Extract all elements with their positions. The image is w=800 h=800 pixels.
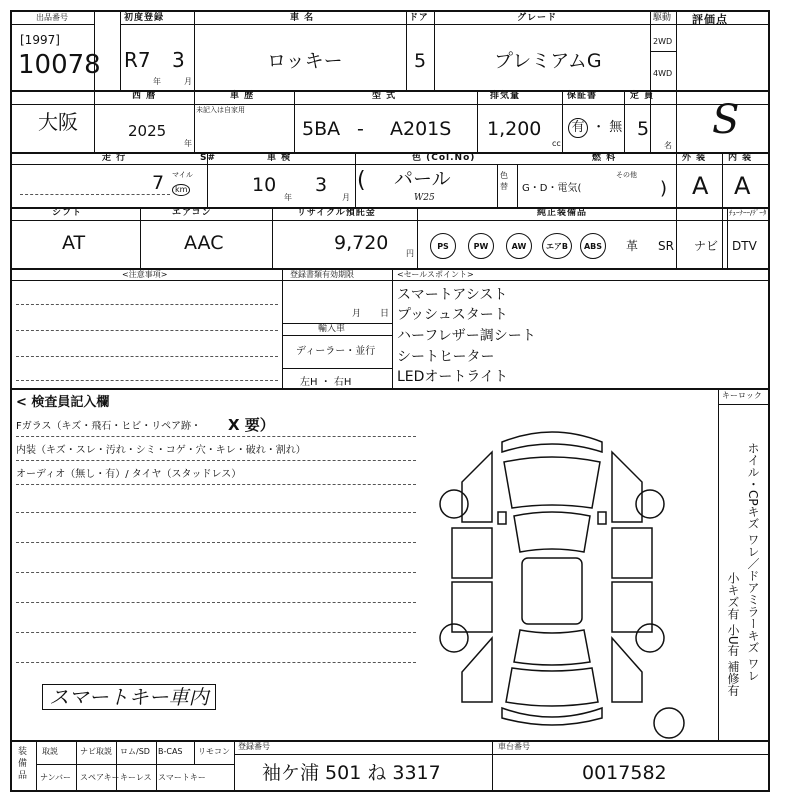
chassis-number: 0017582 [582, 762, 667, 784]
model-prefix: 5BA [302, 118, 341, 140]
key-lock-label: キーロック [722, 391, 762, 400]
recycle-label: リサイクル預託金 [297, 208, 376, 218]
exhibit-no-label: 出品番号 [36, 13, 68, 22]
s-mark-label: S# [200, 153, 217, 163]
provision-navi-manual: ナビ取説 [80, 747, 112, 756]
equip-ps: PS [430, 233, 456, 259]
reg-era: R7 [124, 48, 151, 72]
color-label: 色 (Col.No) [412, 153, 476, 163]
recycle-fee: 9,720 [334, 232, 389, 254]
equip-sr: SR [658, 239, 674, 253]
door-count: 5 [414, 50, 427, 72]
auction-sheet [10, 10, 770, 792]
note-windshield: Fガラス（キズ・飛石・ヒビ・リペア跡・ [16, 421, 202, 432]
interior-label: 内 装 [728, 153, 753, 163]
year-bracket: [1997] [20, 33, 60, 47]
car-damage-diagram [422, 412, 682, 732]
color-change-label: 色替 [500, 171, 508, 191]
exterior-grade: A [692, 172, 709, 200]
provision-keyless: キーレス [120, 773, 152, 782]
interior-grade: A [734, 172, 751, 200]
sales-point-2: プッシュスタート [397, 307, 508, 323]
capacity-unit: 名 [664, 141, 672, 150]
rating-label: 評価点 [692, 13, 728, 26]
notes-label: <注意事項> [122, 270, 168, 279]
fuel-types: G・D・電気( [522, 183, 582, 194]
color-code: W25 [414, 193, 435, 203]
capacity: 5 [637, 118, 650, 140]
doc-expiry-label: 登録書類有効期限 [290, 270, 354, 279]
side-note-1: ホイル・CPキズ ワレ／ドアミラーキズ ワレ [746, 442, 760, 682]
sales-point-3: ハーフレザー調シート [397, 328, 536, 344]
color-paren-open: ( [357, 168, 366, 193]
model-dash: - [357, 118, 364, 140]
fuel-close: ) [660, 178, 668, 199]
inspection-label: 車 検 [267, 153, 292, 163]
fuel-label: 燃 料 [592, 153, 617, 163]
spare-tire-icon [652, 706, 686, 740]
doc-day: 日 [380, 309, 390, 319]
color: パール [394, 168, 451, 190]
shift-label: シフト [52, 208, 83, 218]
inspector-label: < 検査員記入欄 [16, 395, 110, 410]
drive-2wd: 2WD [653, 37, 673, 46]
equip-airbag: エアB [542, 233, 572, 259]
capacity-label: 定 員 [630, 91, 655, 101]
tuner-label: ﾁｭｰﾅｰｰ/ﾃﾞｰﾀ [729, 209, 767, 217]
first-reg-label: 初度登録 [124, 13, 165, 23]
provision-smart-key: スマートキー [158, 773, 206, 782]
inspection-year-unit: 年 [284, 193, 292, 202]
western-year-label: 西 暦 [132, 91, 157, 101]
provision-bcas: B-CAS [158, 747, 183, 756]
sales-points-label: <セールスポイント> [397, 270, 474, 279]
drive-4wd: 4WD [653, 69, 673, 78]
provision-plate: ナンバー [40, 773, 72, 782]
handle-side: 左H ・ 右H [300, 377, 352, 388]
provision-remote: リモコン [198, 747, 230, 756]
mileage-unit-mile: マイル [172, 171, 193, 179]
mileage: 7 [152, 172, 165, 194]
lot-number: 10078 [18, 50, 101, 80]
exterior-label: 外 装 [682, 153, 707, 163]
aircon: AAC [184, 232, 224, 254]
provisions-label: 装備品 [18, 747, 28, 781]
equip-dtv: DTV [732, 239, 757, 253]
equip-pw: PW [468, 233, 494, 259]
western-year-unit: 年 [184, 139, 192, 148]
fuel-other: その他 [616, 171, 637, 179]
rating-mark: S [712, 97, 740, 143]
recycle-unit: 円 [406, 249, 414, 258]
note-audio: オーディオ（無し・有）/ タイヤ（スタッドレス） [16, 469, 242, 480]
plate-number: 袖ケ浦 501 ね 3317 [262, 762, 441, 784]
import-label: 輸入車 [318, 324, 346, 334]
history-note: 未記入は自家用 [196, 106, 245, 114]
history-label: 車 歴 [230, 91, 255, 101]
note-windshield-mark: X 要） [228, 416, 275, 434]
western-year: 2025 [128, 122, 167, 140]
dealer-parallel: ディーラー・並行 [296, 346, 376, 357]
provision-rom-sd: ロム/SD [120, 747, 150, 756]
equip-abs: ABS [580, 233, 606, 259]
aircon-label: エアコン [172, 208, 212, 218]
doc-month: 月 [352, 309, 362, 319]
note-interior: 内装（キズ・スレ・汚れ・シミ・コゲ・穴・キレ・破れ・割れ） [16, 445, 306, 456]
handwritten-note: スマートキー車内 [42, 684, 216, 710]
displacement-label: 排気量 [490, 91, 521, 101]
displacement-unit: cc [552, 139, 561, 148]
location: 大阪 [38, 110, 78, 134]
warranty-label: 保証書 [567, 91, 598, 101]
equipment-label: 純正装備品 [537, 208, 588, 218]
reg-month-unit: 月 [184, 77, 192, 86]
reg-year-unit: 年 [153, 77, 161, 86]
side-note-2: 小キズ有 小U有 補修有 [726, 572, 740, 697]
inspection-year: 10 [252, 174, 277, 196]
reg-month: 3 [172, 48, 185, 72]
equip-aw: AW [506, 233, 532, 259]
car-name-label: 車 名 [290, 13, 315, 23]
mileage-unit-km: km [172, 184, 190, 196]
sales-point-5: LEDオートライト [397, 369, 509, 385]
car-name: ロッキー [267, 50, 343, 72]
provision-manual: 取説 [42, 747, 58, 756]
warranty-yes: 有 [568, 118, 588, 138]
inspection-month-unit: 月 [342, 193, 350, 202]
equip-navi: ナビ [694, 239, 719, 253]
drive-label: 駆動 [653, 13, 672, 23]
door-label: ドア [409, 13, 429, 23]
inspection-month: 3 [315, 174, 328, 196]
plate-label: 登録番号 [238, 742, 270, 751]
displacement: 1,200 [487, 118, 542, 140]
grade: プレミアムG [494, 50, 602, 72]
chassis-label: 車台番号 [498, 742, 530, 751]
warranty-dot: ・ [592, 120, 606, 135]
sales-point-1: スマートアシスト [397, 287, 508, 303]
warranty-no: 無 [609, 120, 623, 135]
model-label: 型 式 [372, 91, 397, 101]
shift: AT [62, 232, 86, 254]
grade-label: グレード [517, 13, 558, 23]
equip-leather: 革 [626, 239, 639, 253]
mileage-label: 走 行 [102, 153, 127, 163]
model-code: A201S [390, 118, 452, 140]
provision-spare-key: スペアキー [80, 773, 120, 782]
sales-point-4: シートヒーター [397, 349, 495, 365]
